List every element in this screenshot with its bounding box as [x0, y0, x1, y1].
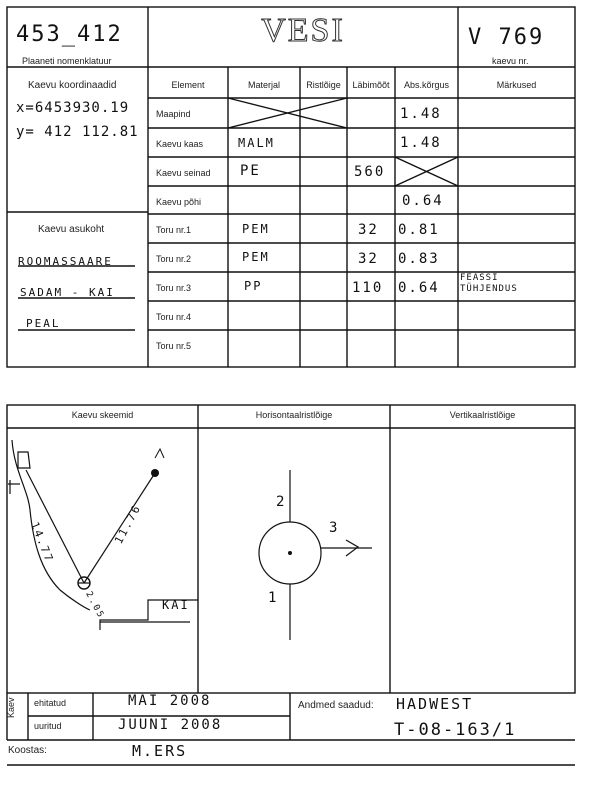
- row-material: PE: [240, 163, 261, 179]
- distance-label-1: 14.77: [27, 520, 57, 565]
- location-line-2: SADAM - KAI: [20, 286, 115, 299]
- nomenclature-label: Plaaneti nomenklatuur: [22, 56, 112, 66]
- footer-side-label: Kaev: [6, 697, 16, 718]
- row-element: Kaevu kaas: [156, 139, 204, 149]
- distance-label-3: 2.05: [83, 590, 106, 621]
- row-material: MALM: [238, 136, 275, 150]
- row-element: Toru nr.2: [156, 254, 192, 264]
- row-notes: FEASSI TÜHJENDUS: [460, 273, 518, 294]
- compiled-value: M.ERS: [132, 742, 188, 760]
- row-height: 0.64: [402, 193, 444, 209]
- row-element: Kaevu põhi: [156, 197, 202, 207]
- row-element: Maapind: [156, 109, 191, 119]
- coordinates-label: Kaevu koordinaadid: [28, 80, 117, 91]
- row-diameter: 560: [354, 164, 386, 180]
- nomenclature-value: 453_412: [16, 22, 123, 47]
- location-label: Kaevu asukoht: [38, 224, 105, 235]
- pier-label: KAI: [162, 598, 190, 612]
- well-point-marker: [151, 469, 159, 477]
- schematic-title: Kaevu skeemid: [71, 410, 134, 420]
- measured-value: JUUNI 2008: [118, 717, 223, 733]
- col-header-notes: Märkused: [496, 80, 537, 90]
- coordinate-y: y= 412 112.81: [16, 124, 139, 140]
- row-element: Toru nr.1: [156, 225, 192, 235]
- vertical-section-title: Vertikaalristlõige: [449, 410, 516, 420]
- location-line-1: ROOMASSAARE: [18, 255, 113, 268]
- row-element: Toru nr.3: [156, 283, 192, 293]
- row-material: PEM: [242, 250, 270, 264]
- row-element: Kaevu seinad: [156, 168, 211, 178]
- well-number-label: kaevu nr.: [492, 56, 529, 66]
- row-height: 1.48: [400, 135, 442, 151]
- compiled-label: Koostas:: [8, 745, 47, 756]
- coordinate-x: x=6453930.19: [16, 100, 130, 116]
- pipe-label-3: 3: [329, 520, 340, 536]
- measured-label: uuritud: [34, 721, 62, 731]
- pipe-label-2: 2: [276, 494, 287, 510]
- distance-label-2: 11.76: [112, 501, 144, 547]
- surveyed-value: MAI 2008: [128, 693, 212, 709]
- row-diameter: 32: [358, 251, 379, 267]
- row-height: 0.83: [398, 251, 440, 267]
- row-element: Toru nr.4: [156, 312, 192, 322]
- col-header-material: Materjal: [247, 80, 280, 90]
- row-element: Toru nr.5: [156, 341, 192, 351]
- row-material: PP: [244, 279, 263, 293]
- pipe-label-1: 1: [268, 590, 279, 606]
- data-by-value: HADWEST: [396, 695, 474, 713]
- surveyed-label: ehitatud: [34, 698, 67, 708]
- data-by-label: Andmed saadud:: [298, 700, 374, 711]
- data-reference-value: T-08-163/1: [394, 720, 517, 740]
- col-header-diameter: Läbimõõt: [352, 80, 390, 90]
- row-height: 1.48: [400, 106, 442, 122]
- well-number-value: V 769: [468, 25, 545, 50]
- horizontal-section-title: Horisontaalristlõige: [255, 410, 333, 420]
- row-height: 0.64: [398, 280, 440, 296]
- form-title: VESI: [261, 12, 345, 49]
- row-material: PEM: [242, 222, 270, 236]
- row-diameter: 110: [352, 280, 384, 296]
- col-header-height: Abs.kõrgus: [403, 80, 450, 90]
- row-diameter: 32: [358, 222, 379, 238]
- col-header-element: Element: [171, 80, 205, 90]
- row-height: 0.81: [398, 222, 440, 238]
- location-line-3: PEAL: [26, 317, 61, 330]
- col-header-section: Ristlõige: [306, 80, 341, 90]
